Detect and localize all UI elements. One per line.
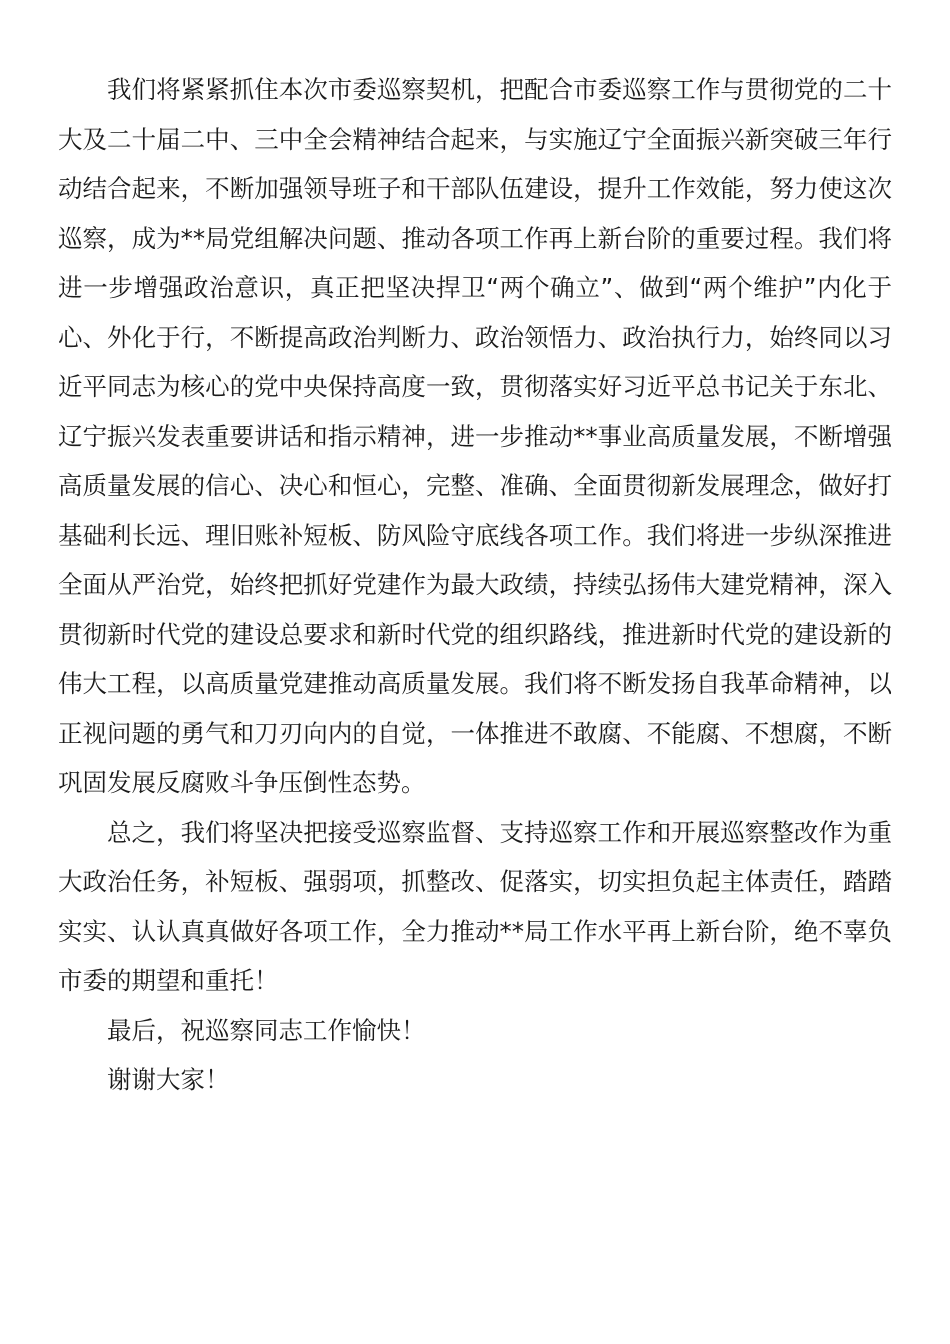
paragraph-commitment: 我们将紧紧抓住本次市委巡察契机，把配合市委巡察工作与贯彻党的二十大及二十届二中、三中全会精神结合起来，与实施辽宁全面振兴新突破三年行动结合起来，不断加强领导班子和干部队伍建设，提升工作效能，努力使这次巡察，成为**局党组解决问题、推动各项工作再上新台阶的重要过程。我们将进一步增强政治意识，真正把坚决捍卫“两个确立”、做到“两个维护”内化于心、外化于行，不断提高政治判断力、政治领悟力、政治执行力，始终同以习近平同志为核心的党中央保持高度一致，贯彻落实好习近平总书记关于东北、辽宁振兴发表重要讲话和指示精神，进一步推动**事业高质量发展，不断增强高质量发展的信心、决心和恒心，完整、准确、全面贯彻新发展理念，做好打基础利长远、理旧账补短板、防风险守底线各项工作。我们将进一步纵深推进全面从严治党，始终把抓好党建作为最大政绩，持续弘扬伟大建党精神，深入贯彻新时代党的建设总要求和新时代党的组织路线，推进新时代党的建设新的伟大工程，以高质量党建推动高质量发展。我们将不断发扬自我革命精神，以正视问题的勇气和刀刃向内的自觉，一体推进不敢腐、不能腐、不想腐，不断巩固发展反腐败斗争压倒性态势。 — [58, 75, 892, 797]
paragraph-summary: 总之，我们将坚决把接受巡察监督、支持巡察工作和开展巡察整改作为重大政治任务，补短板、强弱项，抓整改、促落实，切实担负起主体责任，踏踏实实、认认真真做好各项工作，全力推动**局工作水平再上新台阶，绝不辜负市委的期望和重托！ — [58, 817, 892, 995]
paragraph-wishes: 最后，祝巡察同志工作愉快！ — [107, 1015, 426, 1045]
document-body — [58, 65, 892, 1105]
paragraph-thanks: 谢谢大家！ — [107, 1065, 230, 1094]
